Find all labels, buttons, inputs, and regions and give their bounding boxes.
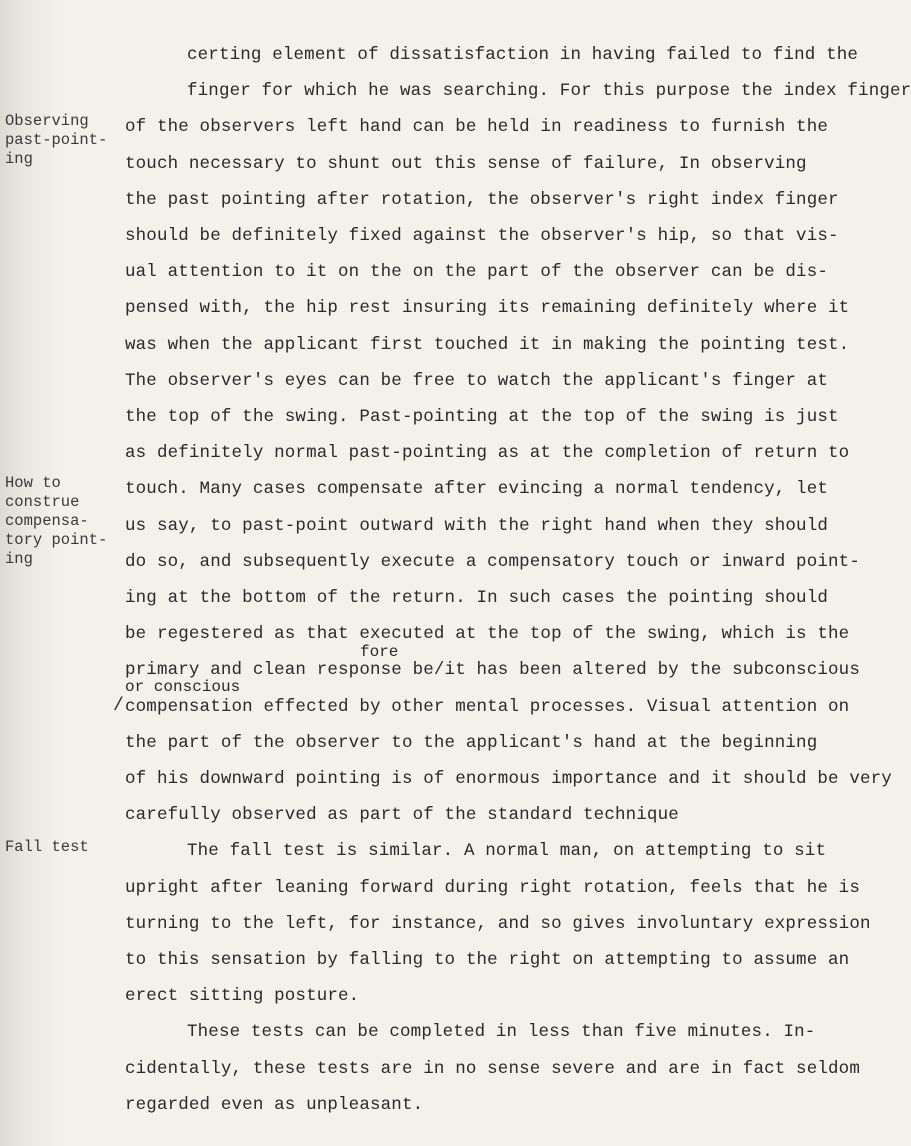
- text-line-8: pensed with, the hip rest insuring its remaining definitely where it: [125, 298, 850, 318]
- text-line-7: ual attention to it on the on the part of the observer can be dis-: [125, 262, 829, 282]
- text-line-11: the top of the swing. Past-pointing at the top of the swing is just: [125, 407, 839, 427]
- text-line-6: should be definitely fixed against the observer's hip, so that vis-: [125, 226, 839, 246]
- text-line-4: touch necessary to shunt out this sense of failure, In observing: [125, 154, 807, 174]
- insertion-fore: fore: [360, 643, 399, 661]
- text-line-22: carefully observed as part of the standard technique: [125, 805, 679, 825]
- insertion-or-conscious: or conscious: [125, 678, 241, 696]
- text-line-16: ing at the bottom of the return. In such cases the pointing should: [125, 588, 829, 608]
- text-line-30: regarded even as unpleasant.: [125, 1095, 424, 1115]
- margin-note-compensatory: How to construe compensa- tory point- ing: [5, 474, 108, 568]
- text-line-24: upright after leaning forward during right rotation, feels that he is: [125, 878, 860, 898]
- text-line-20: the part of the observer to the applicant's hand at the beginning: [125, 733, 818, 753]
- text-line-14: us say, to past-point outward with the right hand when they should: [125, 516, 829, 536]
- text-line-28: These tests can be completed in less than five minutes. In-: [187, 1022, 816, 1042]
- text-line-27: erect sitting posture.: [125, 986, 360, 1006]
- text-line-5: the past pointing after rotation, the observer's right index finger: [125, 190, 839, 210]
- text-line-10: The observer's eyes can be free to watch the applicant's finger at: [125, 371, 829, 391]
- text-line-9: was when the applicant first touched it in making the pointing test.: [125, 335, 850, 355]
- insertion-caret: /: [113, 696, 124, 716]
- text-line-23: The fall test is similar. A normal man, on attempting to sit: [187, 841, 827, 861]
- margin-note-fall-test: Fall test: [5, 838, 89, 856]
- text-line-12: as definitely normal past-pointing as at the completion of return to: [125, 443, 850, 463]
- text-line-26: to this sensation by falling to the right on attempting to assume an: [125, 950, 850, 970]
- margin-note-observing: Observing past-point- ing: [5, 112, 108, 168]
- text-line-17: be regestered as that executed at the top of the swing, which is the: [125, 624, 850, 644]
- text-line-19: compensation effected by other mental processes. Visual attention on: [125, 697, 850, 717]
- text-line-21: of his downward pointing is of enormous importance and it should be very: [125, 769, 892, 789]
- text-line-25: turning to the left, for instance, and so gives involuntary expression: [125, 914, 871, 934]
- text-line-29: cidentally, these tests are in no sense severe and are in fact seldom: [125, 1059, 860, 1079]
- text-line-3: of the observers left hand can be held in readiness to furnish the: [125, 117, 829, 137]
- text-line-1: certing element of dissatisfaction in having failed to find the: [187, 45, 859, 65]
- text-line-2: finger for which he was searching. For this purpose the index finger: [187, 81, 911, 101]
- text-line-18: primary and clean response be/it has been altered by the subconscious: [125, 660, 860, 680]
- text-line-15: do so, and subsequently execute a compensatory touch or inward point-: [125, 552, 860, 572]
- text-line-13: touch. Many cases compensate after evincing a normal tendency, let: [125, 479, 829, 499]
